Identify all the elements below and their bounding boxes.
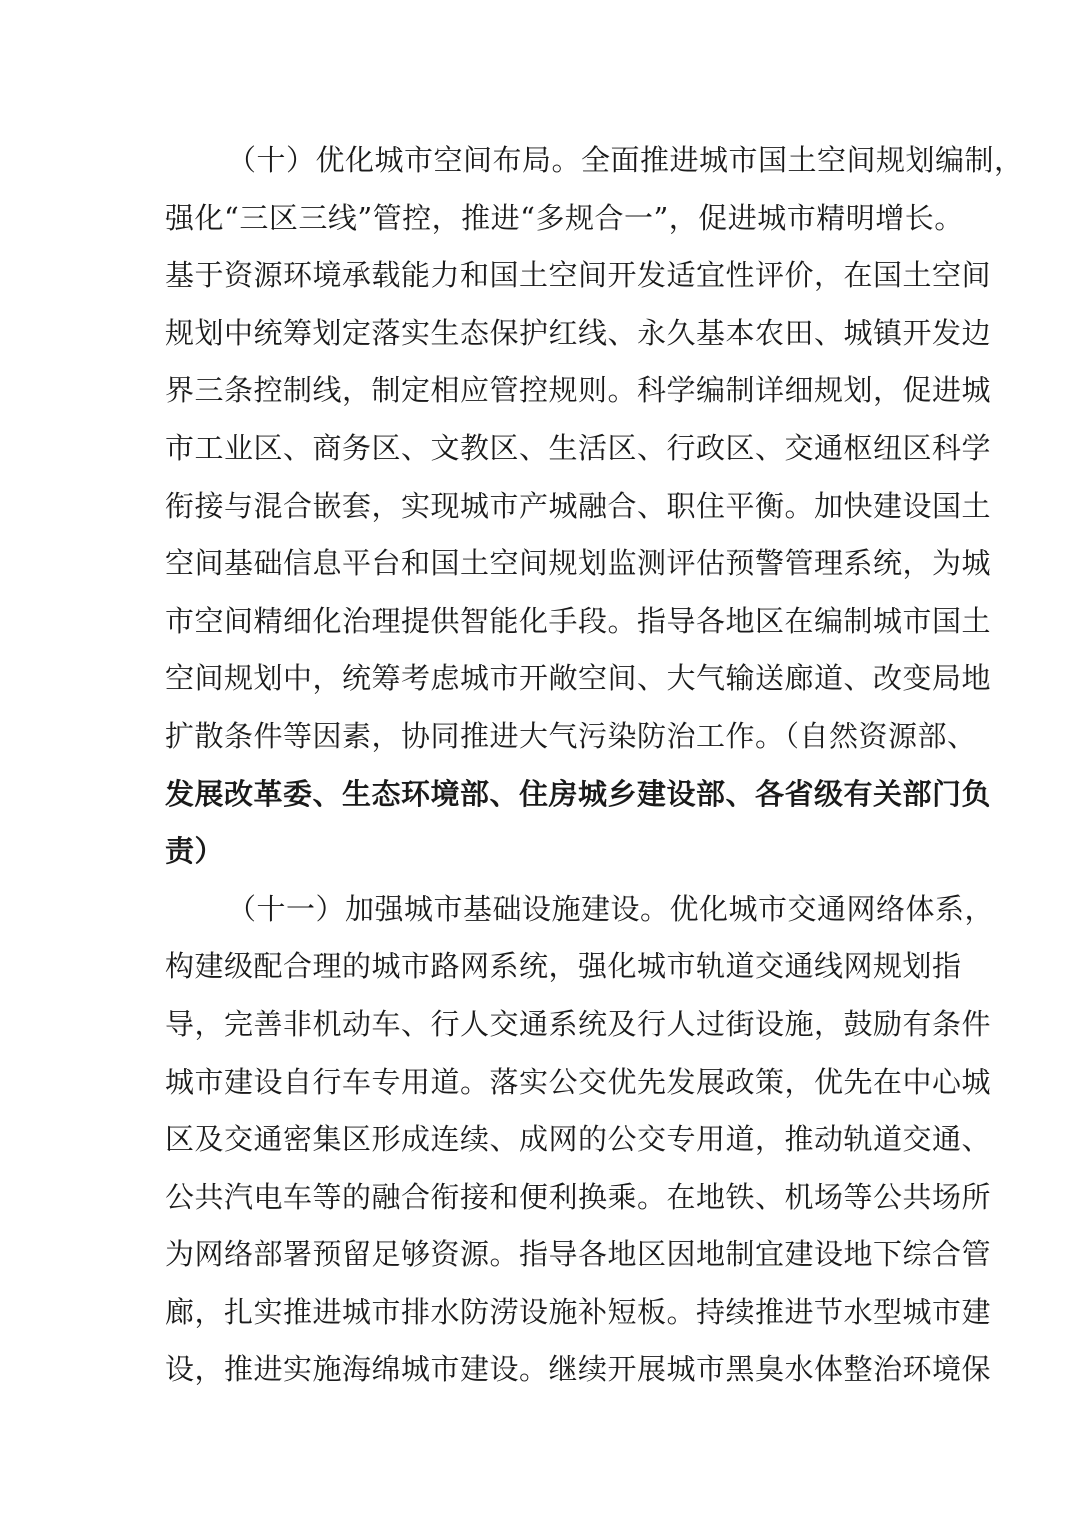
paragraph-line: 公共汽电车等的融合衔接和便利换乘。在地铁、机场等公共场所 xyxy=(165,1179,992,1214)
paragraph-10 xyxy=(165,132,1024,881)
paragraph-line: 市工业区、商务区、文教区、生活区、行政区、交通枢纽区科学 xyxy=(165,430,992,465)
paragraph-line: 衔接与混合嵌套，实现城市产城融合、职住平衡。加快建设国土 xyxy=(165,488,992,523)
paragraph-11 xyxy=(165,881,995,1399)
paragraph-line: （十）优化城市空间布局。全面推进城市国土空间规划编制， xyxy=(227,143,1024,177)
responsible-departments-line: 责） xyxy=(165,834,225,869)
paragraph-line: 基于资源环境承载能力和国土空间开发适宜性评价，在国土空间 xyxy=(165,258,992,293)
paragraph-line: 空间规划中，统筹考虑城市开敞空间、大气输送廊道、改变局地 xyxy=(165,661,992,696)
paragraph-line: 设，推进实施海绵城市建设。继续开展城市黑臭水体整治环境保 xyxy=(165,1352,992,1387)
body-text xyxy=(165,132,1024,1399)
paragraph-line: 规划中统筹划定落实生态保护红线、永久基本农田、城镇开发边 xyxy=(165,315,992,350)
paragraph-line: 界三条控制线，制定相应管控规则。科学编制详细规划，促进城 xyxy=(165,373,992,408)
paragraph-line: 空间基础信息平台和国土空间规划监测评估预警管理系统，为城 xyxy=(165,546,992,581)
paragraph-line: 为网络部署预留足够资源。指导各地区因地制宜建设地下综合管 xyxy=(165,1237,992,1272)
paragraph-line: （十一）加强城市基础设施建设。优化城市交通网络体系， xyxy=(227,891,995,926)
paragraph-line: 廊，扎实推进城市排水防涝设施补短板。持续推进节水型城市建 xyxy=(165,1294,992,1329)
paragraph-line: 区及交通密集区形成连续、成网的公交专用道，推动轨道交通、 xyxy=(165,1122,992,1157)
paragraph-line: 市空间精细化治理提供智能化手段。指导各地区在编制城市国土 xyxy=(165,603,992,638)
paragraph-line: 强化“三区三线”管控，推进“多规合一”，促进城市精明增长。 xyxy=(165,200,964,235)
paragraph-line: 扩散条件等因素，协同推进大气污染防治工作。（自然资源部、 xyxy=(165,718,977,753)
paragraph-line: 构建级配合理的城市路网系统，强化城市轨道交通线网规划指 xyxy=(165,949,962,984)
responsible-departments-line: 发展改革委、生态环境部、住房城乡建设部、各省级有关部门负 xyxy=(165,776,992,811)
paragraph-line: 导，完善非机动车、行人交通系统及行人过街设施，鼓励有条件 xyxy=(165,1006,992,1041)
paragraph-line: 城市建设自行车专用道。落实公交优先发展政策，优先在中心城 xyxy=(165,1064,992,1099)
